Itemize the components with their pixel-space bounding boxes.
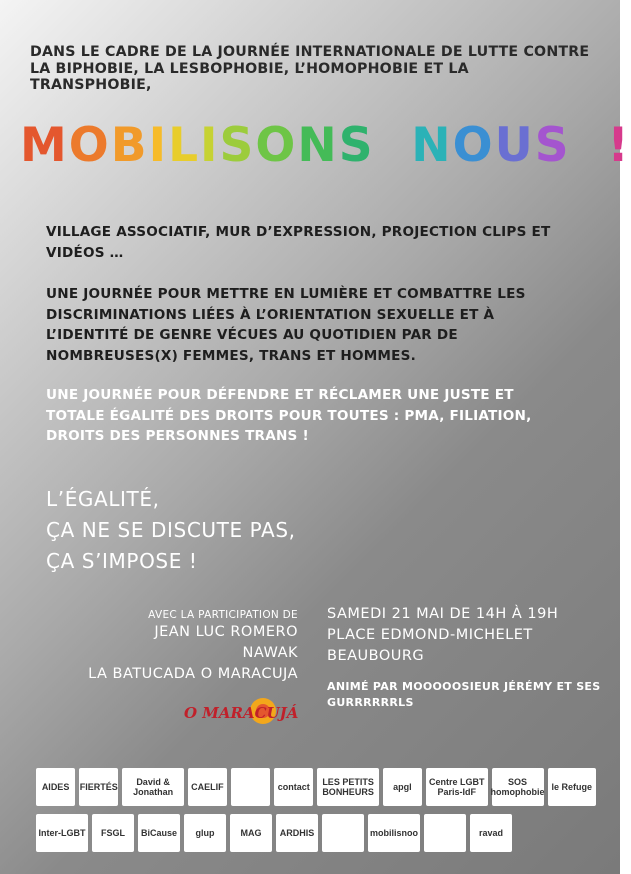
headline-letter: O: [452, 118, 495, 173]
partner-logo: FIERTÉS: [79, 768, 118, 806]
maracuja-logo-text: O MARACUJÁ: [184, 704, 299, 722]
headline-letter: I: [148, 118, 169, 173]
partner-logo: mobilisnoo: [368, 814, 420, 852]
partner-logo: David & Jonathan: [122, 768, 184, 806]
partner-logo: CAELIF: [188, 768, 227, 806]
participation-lead: AVEC LA PARTICIPATION DE: [148, 609, 298, 621]
participant-2: NAWAK: [242, 645, 298, 661]
partner-logo: [322, 814, 364, 852]
slogan-line-1: L’ÉGALITÉ,: [46, 487, 160, 511]
event-place: PLACE EDMOND-MICHELET: [327, 627, 533, 643]
headline-letter: [375, 118, 412, 174]
partner-logo: BiCause: [138, 814, 180, 852]
paragraph-program: VILLAGE ASSOCIATIF, MUR D’EXPRESSION, PROJECTION CLIPS ET VIDÉOS …: [46, 224, 551, 261]
headline-letter: I: [200, 118, 220, 173]
logos-row-2: [36, 814, 596, 852]
partner-logo: LES PETITS BONHEURS: [317, 768, 379, 806]
partner-logo: ravad: [470, 814, 512, 852]
participation: [8, 608, 298, 685]
participant-3: LA BATUCADA O MARACUJA: [88, 666, 298, 682]
partner-logo: SOS homophobie: [492, 768, 544, 806]
headline: [20, 118, 631, 174]
headline-letter: S: [338, 118, 375, 173]
partner-logo: apgl: [383, 768, 422, 806]
paragraph-discriminations: UNE JOURNÉE POUR METTRE EN LUMIÈRE ET COMBATTRE LES DISCRIMINATIONS LIÉES À L’ORIENTATION SEXUELLE ET À L’IDENTITÉ DE GENRE VÉCUES AU QUOTIDIEN PAR DE NOMBREUSES(X) FEMMES, TRANS ET HOMMES.: [46, 286, 526, 364]
paragraph-equality: UNE JOURNÉE POUR DÉFENDRE ET RÉCLAMER UNE JUSTE ET TOTALE ÉGALITÉ DES DROITS POUR TOUTES : PMA, FILIATION, DROITS DES PERSONNES TRANS !: [46, 387, 532, 444]
maracuja-logo: [180, 694, 298, 728]
headline-letter: M: [20, 118, 69, 173]
slogan: [46, 484, 446, 577]
partner-logo: ARDHIS: [276, 814, 318, 852]
event-area: BEAUBOURG: [327, 648, 425, 664]
event-date: SAMEDI 21 MAI DE 14H À 19H: [327, 606, 559, 622]
partner-logo: MAG: [230, 814, 272, 852]
partner-logo: contact: [274, 768, 313, 806]
headline-letter: N: [297, 118, 339, 173]
partner-logo: FSGL: [92, 814, 134, 852]
partner-logo: Centre LGBT Paris-IdF: [426, 768, 488, 806]
headline-letter: S: [219, 118, 256, 173]
slogan-line-2: ÇA NE SE DISCUTE PAS,: [46, 518, 296, 542]
headline-letter: L: [168, 118, 201, 173]
participant-1: JEAN LUC ROMERO: [154, 624, 298, 640]
partner-logo: glup: [184, 814, 226, 852]
partner-logo: [424, 814, 466, 852]
headline-letter: O: [255, 118, 298, 173]
slogan-line-3: ÇA S’IMPOSE !: [46, 549, 198, 573]
intro-text: DANS LE CADRE DE LA JOURNÉE INTERNATIONALE DE LUTTE CONTRE LA BIPHOBIE, LA LESBOPHOBIE, L’HOMOPHOBIE ET LA TRANSPHOBIE,: [30, 44, 590, 93]
event-animation: ANIMÉ PAR MOOOOOSIEUR JÉRÉMY ET SES GURRRRRRLS: [327, 680, 601, 709]
partner-logos: [36, 768, 596, 860]
logos-row-1: [36, 768, 596, 806]
partner-logo: AIDES: [36, 768, 75, 806]
headline-letter: !: [607, 118, 631, 173]
headline-letter: N: [411, 118, 453, 173]
partner-logo: le Refuge: [548, 768, 596, 806]
headline-letter: [571, 118, 608, 174]
headline-letter: O: [68, 118, 111, 173]
headline-letter: S: [534, 118, 571, 173]
headline-letter: U: [494, 118, 535, 173]
headline-letter: B: [110, 118, 149, 173]
partner-logo: Inter-LGBT: [36, 814, 88, 852]
event-info: [327, 604, 607, 667]
partner-logo: [231, 768, 270, 806]
